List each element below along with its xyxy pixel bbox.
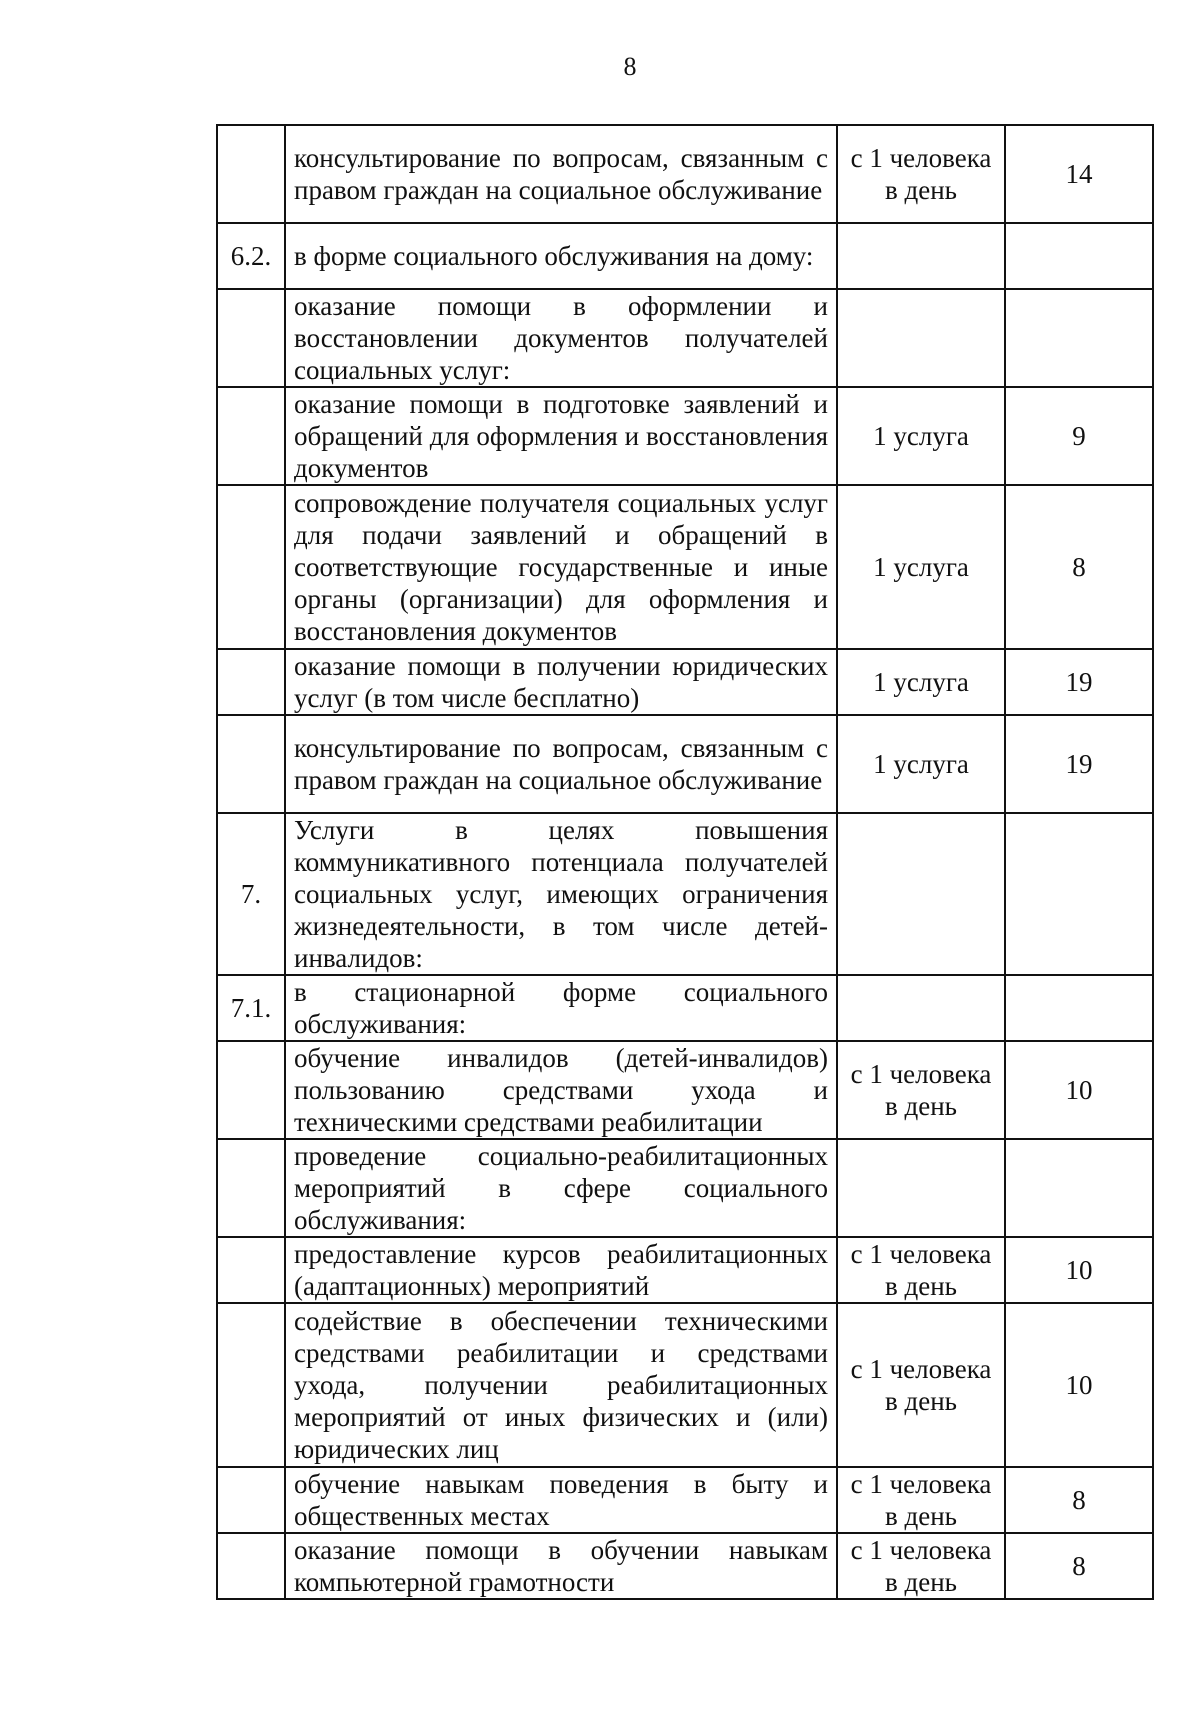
table-row xyxy=(217,1533,1153,1599)
service-description: консультирование по вопросам, связанным с правом граждан на социальное обслуживание xyxy=(285,715,837,813)
value-cell: 19 xyxy=(1005,715,1153,813)
row-number xyxy=(217,485,285,649)
service-description: оказание помощи в подготовке заявлений и обращений для оформления и восстановления документов xyxy=(285,387,837,485)
table-row xyxy=(217,125,1153,223)
unit-cell xyxy=(837,1139,1005,1237)
service-description: в стационарной форме социального обслуживания: xyxy=(285,975,837,1041)
unit-cell xyxy=(837,813,1005,975)
row-number xyxy=(217,649,285,715)
value-cell: 8 xyxy=(1005,1467,1153,1533)
value-cell: 10 xyxy=(1005,1237,1153,1303)
table-row xyxy=(217,289,1153,387)
table-row xyxy=(217,1467,1153,1533)
value-cell: 10 xyxy=(1005,1041,1153,1139)
row-number: 7. xyxy=(217,813,285,975)
service-description: предоставление курсов реабилитационных (адаптационных) мероприятий xyxy=(285,1237,837,1303)
unit-cell: с 1 человека в день xyxy=(837,125,1005,223)
table-row xyxy=(217,813,1153,975)
row-number xyxy=(217,1533,285,1599)
row-number xyxy=(217,1139,285,1237)
row-number xyxy=(217,1303,285,1467)
row-number xyxy=(217,125,285,223)
value-cell: 19 xyxy=(1005,649,1153,715)
unit-cell: с 1 человека в день xyxy=(837,1303,1005,1467)
service-description: сопровождение получателя социальных услуг для подачи заявлений и обращений в соответствующие государственные и иные органы (организации) для оформления и восстановления документов xyxy=(285,485,837,649)
value-cell xyxy=(1005,813,1153,975)
unit-cell: 1 услуга xyxy=(837,715,1005,813)
value-cell: 9 xyxy=(1005,387,1153,485)
service-description: Услуги в целях повышения коммуникативного потенциала получателей социальных услуг, имеющих ограничения жизнедеятельности, в том числе детей-инвалидов: xyxy=(285,813,837,975)
service-description: в форме социального обслуживания на дому: xyxy=(285,223,837,289)
service-description: консультирование по вопросам, связанным с правом граждан на социальное обслуживание xyxy=(285,125,837,223)
unit-cell: 1 услуга xyxy=(837,649,1005,715)
table-row xyxy=(217,485,1153,649)
service-description: оказание помощи в получении юридических услуг (в том числе бесплатно) xyxy=(285,649,837,715)
value-cell: 10 xyxy=(1005,1303,1153,1467)
service-description: обучение навыкам поведения в быту и общественных местах xyxy=(285,1467,837,1533)
value-cell: 14 xyxy=(1005,125,1153,223)
unit-cell: с 1 человека в день xyxy=(837,1467,1005,1533)
services-table xyxy=(216,124,1154,1600)
row-number xyxy=(217,1237,285,1303)
service-description: оказание помощи в обучении навыкам компьютерной грамотности xyxy=(285,1533,837,1599)
unit-cell xyxy=(837,223,1005,289)
unit-cell xyxy=(837,975,1005,1041)
service-description: оказание помощи в оформлении и восстановлении документов получателей социальных услуг: xyxy=(285,289,837,387)
unit-cell: с 1 человека в день xyxy=(837,1041,1005,1139)
table-row xyxy=(217,975,1153,1041)
value-cell xyxy=(1005,975,1153,1041)
row-number xyxy=(217,715,285,813)
value-cell: 8 xyxy=(1005,485,1153,649)
table-row xyxy=(217,1237,1153,1303)
service-description: содействие в обеспечении техническими средствами реабилитации и средствами ухода, получении реабилитационных мероприятий от иных физических и (или) юридических лиц xyxy=(285,1303,837,1467)
value-cell xyxy=(1005,223,1153,289)
table-row xyxy=(217,1303,1153,1467)
table-row xyxy=(217,387,1153,485)
row-number xyxy=(217,387,285,485)
table-row xyxy=(217,1139,1153,1237)
value-cell xyxy=(1005,1139,1153,1237)
unit-cell xyxy=(837,289,1005,387)
unit-cell: 1 услуга xyxy=(837,387,1005,485)
row-number: 7.1. xyxy=(217,975,285,1041)
service-description: обучение инвалидов (детей-инвалидов) пользованию средствами ухода и техническими средствами реабилитации xyxy=(285,1041,837,1139)
unit-cell: с 1 человека в день xyxy=(837,1533,1005,1599)
page-number: 8 xyxy=(623,52,637,81)
table-row xyxy=(217,223,1153,289)
table-row xyxy=(217,649,1153,715)
table-row xyxy=(217,715,1153,813)
unit-cell: 1 услуга xyxy=(837,485,1005,649)
row-number xyxy=(217,1467,285,1533)
row-number xyxy=(217,289,285,387)
value-cell: 8 xyxy=(1005,1533,1153,1599)
row-number xyxy=(217,1041,285,1139)
value-cell xyxy=(1005,289,1153,387)
row-number: 6.2. xyxy=(217,223,285,289)
service-description: проведение социально-реабилитационных мероприятий в сфере социального обслуживания: xyxy=(285,1139,837,1237)
unit-cell: с 1 человека в день xyxy=(837,1237,1005,1303)
table-row xyxy=(217,1041,1153,1139)
